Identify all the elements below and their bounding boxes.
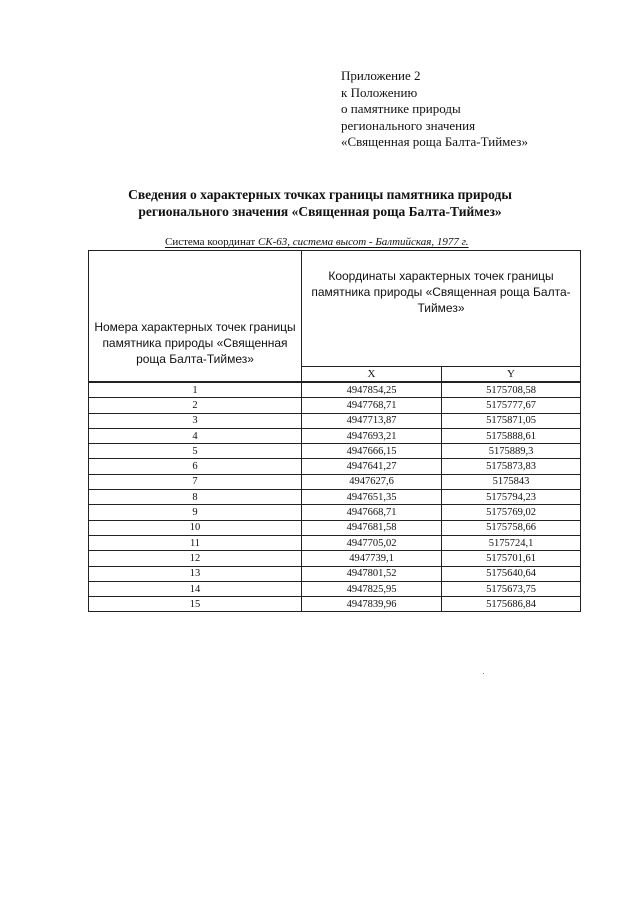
point-number-cell: 9	[89, 505, 302, 520]
x-coordinate-cell: 4947825,95	[302, 581, 442, 596]
table-row	[89, 413, 581, 428]
appendix-line: «Священная роща Балта-Тиймез»	[341, 134, 528, 149]
x-coordinate-cell: 4947651,35	[302, 490, 442, 505]
x-coordinate-cell: 4947705,02	[302, 535, 442, 550]
y-coordinate-cell: 5175701,61	[442, 551, 581, 566]
point-number-cell: 10	[89, 520, 302, 535]
table-row	[89, 535, 581, 550]
point-number-cell: 7	[89, 474, 302, 489]
table-row	[89, 382, 581, 398]
point-number-cell: 5	[89, 444, 302, 459]
point-number-cell: 3	[89, 413, 302, 428]
point-number-cell: 12	[89, 551, 302, 566]
y-coordinate-cell: 5175871,05	[442, 413, 581, 428]
header-y: Y	[442, 367, 581, 383]
y-coordinate-cell: 5175673,75	[442, 581, 581, 596]
header-coordinates: Координаты характерных точек границы памятника природы «Священная роща Балта-Тиймез»	[302, 251, 581, 367]
x-coordinate-cell: 4947801,52	[302, 566, 442, 581]
y-coordinate-cell: 5175777,67	[442, 398, 581, 413]
point-number-cell: 11	[89, 535, 302, 550]
x-coordinate-cell: 4947681,58	[302, 520, 442, 535]
boundary-points-table	[88, 250, 581, 612]
appendix-line: о памятнике природы	[341, 101, 461, 116]
scan-speck	[483, 673, 484, 674]
x-coordinate-cell: 4947768,71	[302, 398, 442, 413]
y-coordinate-cell: 5175873,83	[442, 459, 581, 474]
appendix-line: регионального значения	[341, 117, 476, 133]
point-number-cell: 4	[89, 428, 302, 443]
table-row	[89, 566, 581, 581]
table-row	[89, 505, 581, 520]
x-coordinate-cell: 4947739,1	[302, 551, 442, 566]
x-coordinate-cell: 4947627,6	[302, 474, 442, 489]
y-coordinate-cell: 5175888,61	[442, 428, 581, 443]
x-coordinate-cell: 4947713,87	[302, 413, 442, 428]
y-coordinate-cell: 5175794,23	[442, 490, 581, 505]
appendix-line: Приложение 2	[341, 68, 421, 83]
x-coordinate-cell: 4947693,21	[302, 428, 442, 443]
table-row	[89, 597, 581, 612]
coordinate-system-prefix: Система координат	[165, 236, 258, 248]
y-coordinate-cell: 5175686,84	[442, 597, 581, 612]
y-coordinate-cell: 5175708,58	[442, 382, 581, 398]
y-coordinate-cell: 5175769,02	[442, 505, 581, 520]
point-number-cell: 1	[89, 382, 302, 398]
point-number-cell: 6	[89, 459, 302, 474]
point-number-cell: 8	[89, 490, 302, 505]
x-coordinate-cell: 4947641,27	[302, 459, 442, 474]
header-point-numbers: Номера характерных точек границы памятника природы «Священная роща Балта-Тиймез»	[89, 251, 302, 383]
y-coordinate-cell: 5175758,66	[442, 520, 581, 535]
document-title	[80, 186, 560, 220]
point-number-cell: 15	[89, 597, 302, 612]
y-coordinate-cell: 5175843	[442, 474, 581, 489]
table-row	[89, 398, 581, 413]
x-coordinate-cell: 4947854,25	[302, 382, 442, 398]
y-coordinate-cell: 5175724,1	[442, 535, 581, 550]
x-coordinate-cell: 4947668,71	[302, 505, 442, 520]
table-row	[89, 428, 581, 443]
table-row	[89, 520, 581, 535]
table-row	[89, 581, 581, 596]
appendix-line: к Положению	[341, 84, 418, 100]
appendix-block	[341, 68, 528, 151]
header-x: X	[302, 367, 442, 383]
x-coordinate-cell: 4947839,96	[302, 597, 442, 612]
table-row	[89, 444, 581, 459]
x-coordinate-cell: 4947666,15	[302, 444, 442, 459]
table-row	[89, 459, 581, 474]
title-line-1: Сведения о характерных точках границы памятника природы	[128, 187, 512, 202]
coordinate-system-value: СК-63, система высот - Балтийская, 1977 г.	[257, 236, 469, 248]
table-row	[89, 551, 581, 566]
y-coordinate-cell: 5175640,64	[442, 566, 581, 581]
table-row	[89, 490, 581, 505]
point-number-cell: 13	[89, 566, 302, 581]
y-coordinate-cell: 5175889,3	[442, 444, 581, 459]
table-body	[89, 382, 581, 612]
table-row	[89, 474, 581, 489]
title-line-2: регионального значения «Священная роща Балта-Тиймез»	[138, 204, 502, 219]
coordinate-system-note	[165, 236, 469, 248]
point-number-cell: 2	[89, 398, 302, 413]
point-number-cell: 14	[89, 581, 302, 596]
